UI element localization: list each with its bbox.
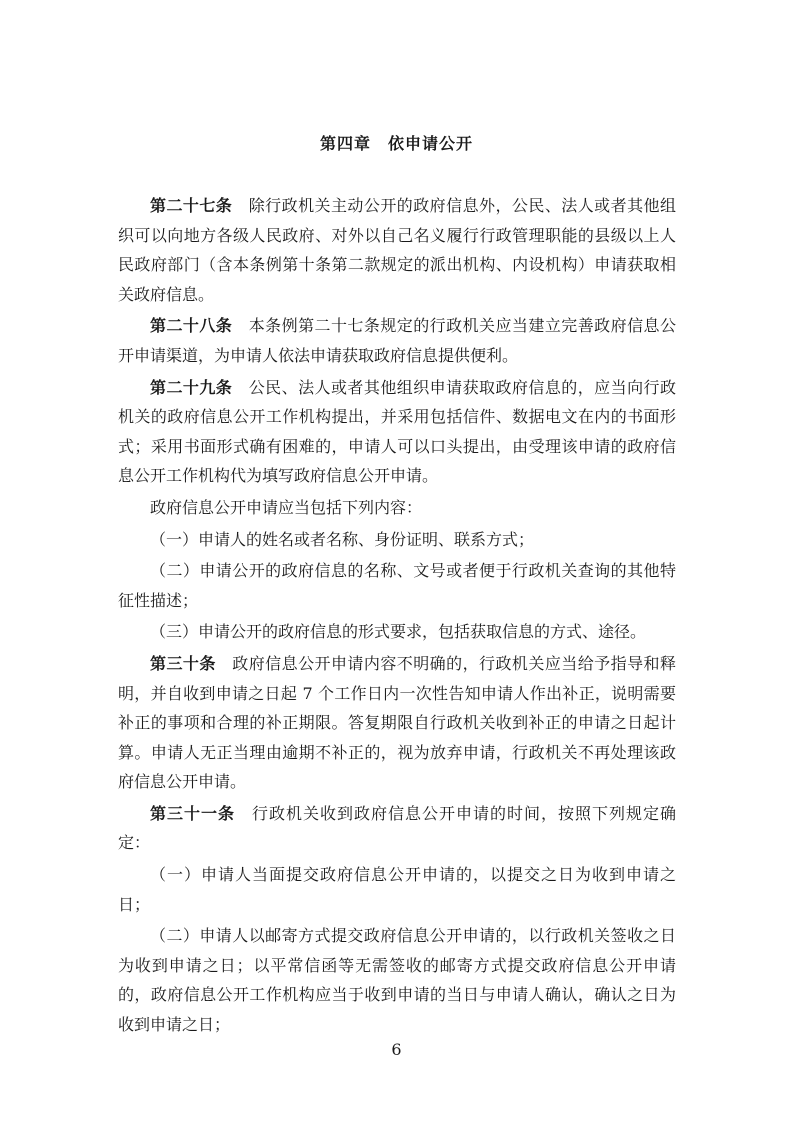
article-text: 本条例第二十七条规定的行政机关应当建立完善政府信息公开申请渠道，为申请人依法申请获取政府信息提供便利。 [118,316,676,365]
paragraph-text: （二）申请人以邮寄方式提交政府信息公开申请的，以行政机关签收之日为收到申请之日；以平常信函等无需签收的邮寄方式提交政府信息公开申请的，政府信息公开工作机构应当于收到申请的当日与申请人确认，确认之日为收到申请之日； [118,926,676,1035]
list-item-paragraph [118,860,676,919]
article-number: 第二十八条 [150,316,233,336]
paragraph-text: 政府信息公开申请应当包括下列内容： [150,497,423,517]
body-text [118,191,676,1040]
article-number: 第二十九条 [150,377,233,397]
paragraph-text: （一）申请人当面提交政府信息公开申请的，以提交之日为收到申请之日； [118,865,676,914]
list-intro-paragraph [118,493,676,523]
list-item-paragraph [118,921,676,1039]
list-item-paragraph [118,617,676,647]
article-number: 第二十七条 [150,196,233,215]
article-text: 除行政机关主动公开的政府信息外，公民、法人或者其他组织可以向地方各级人民政府、对外以自己名义履行行政管理职能的县级以上人民政府部门（含本条例第十条第二款规定的派出机构、内设机构）申请获取相关政府信息。 [118,196,676,304]
article-text: 公民、法人或者其他组织申请获取政府信息的，应当向行政机关的政府信息公开工作机构提出，并采用包括信件、数据电文在内的书面形式；采用书面形式确有困难的，申请人可以口头提出，由受理该申请的政府信息公开工作机构代为填写政府信息公开申请。 [118,377,676,486]
article-number: 第三十条 [150,653,216,673]
article-text: 政府信息公开申请内容不明确的，行政机关应当给予指导和释明，并自收到申请之日起 7 个工作日内一次性告知申请人作出补正，说明需要补正的事项和合理的补正期限。答复期限自行政机关收到补正的申请之日起计算。申请人无正当理由逾期不补正的，视为放弃申请，行政机关不再处理该政府信息公开申请。 [118,653,676,792]
list-item-paragraph [118,525,676,555]
article-30-paragraph [118,649,676,797]
paragraph-text: （二）申请公开的政府信息的名称、文号或者便于行政机关查询的其他特征性描述； [118,561,676,610]
paragraph-text: （一）申请人的姓名或者名称、身份证明、联系方式； [150,529,535,549]
page-number: 6 [391,1040,402,1059]
chapter-title: 第四章 依申请公开 [319,134,473,153]
article-28-paragraph [118,311,676,370]
article-27-paragraph [118,191,676,309]
article-text: 行政机关收到政府信息公开申请的时间，按照下列规定确定： [118,803,676,853]
article-29-paragraph [118,373,676,491]
list-item-paragraph [118,556,676,615]
article-31-paragraph [118,799,676,858]
paragraph-text: （三）申请公开的政府信息的形式要求，包括获取信息的方式、途径。 [150,622,647,642]
article-number: 第三十一条 [150,803,235,823]
